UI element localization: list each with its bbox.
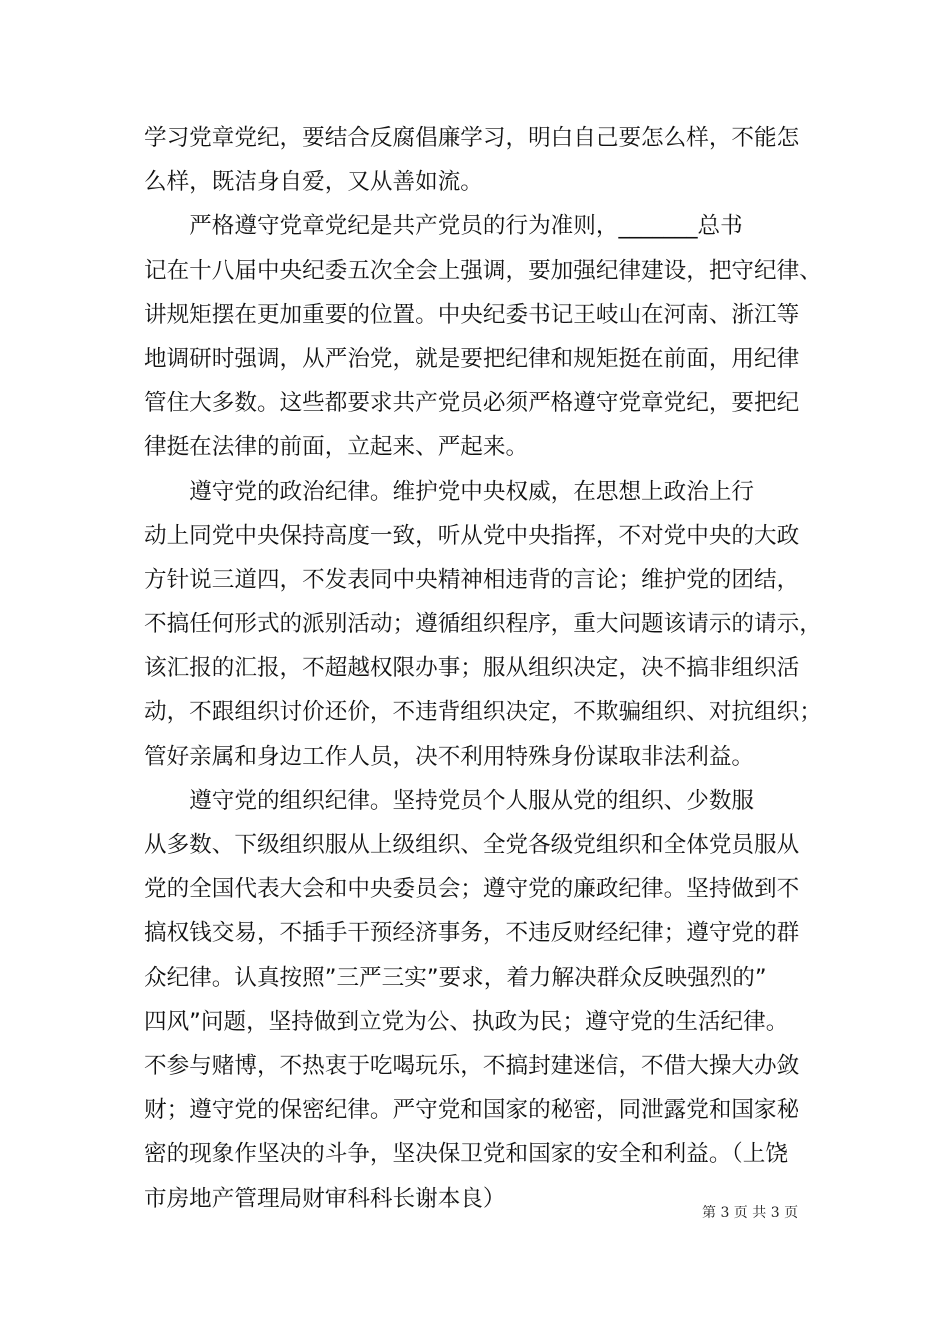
- page-number-footer: 第 3 页 共 3 页: [702, 1205, 799, 1221]
- text-line: 么样，既洁身自爱，又从善如流。: [144, 169, 483, 196]
- text-line: 动上同党中央保持高度一致，听从党中央指挥，不对党中央的大政: [144, 522, 800, 549]
- document-body: [144, 116, 824, 1221]
- text-line: 学习党章党纪，要结合反腐倡廉学习，明白自己要怎么样，不能怎: [144, 125, 800, 151]
- text-line: 从多数、下级组织服从上级组织、全党各级党组织和全体党员服从: [144, 832, 800, 858]
- text-line: 遵守党的政治纪律。维护党中央权威，在思想上政治上行: [144, 478, 755, 505]
- text-line: 律挺在法律的前面，立起来、严起来。: [144, 434, 529, 461]
- text-line: 管住大多数。这些都要求共产党员必须严格遵守党章党纪，要把纪: [144, 390, 800, 417]
- text-line: 讲规矩摆在更加重要的位置。中央纪委书记王岐山在河南、浙江等: [144, 301, 800, 328]
- text-line: 市房地产管理局财审科科长谢本良）: [144, 1185, 506, 1212]
- text-line: 遵守党的组织纪律。坚持党员个人服从党的组织、少数服: [144, 787, 755, 814]
- text-line: 搞权钱交易，不插手干预经济事务，不违反财经纪律；遵守党的群: [144, 920, 800, 947]
- text-line: 方针说三道四，不发表同中央精神相违背的言论；维护党的团结，: [144, 566, 800, 593]
- text-line: 财；遵守党的保密纪律。严守党和国家的秘密，同泄露党和国家秘: [144, 1097, 800, 1124]
- text-line: 党的全国代表大会和中央委员会；遵守党的廉政纪律。坚持做到不: [144, 876, 800, 903]
- text-line: 不参与赌博，不热衷于吃喝玩乐，不搞封建迷信，不借大操大办敛: [144, 1052, 800, 1079]
- text-line: 众纪律。认真按照”三严三实”要求，着力解决群众反映强烈的”: [144, 964, 767, 991]
- text-line: 该汇报的汇报，不超越权限办事；服从组织决定，决不搞非组织活: [144, 655, 800, 682]
- text-line: 记在十八届中央纪委五次全会上强调，要加强纪律建设，把守纪律、: [144, 257, 822, 284]
- text-line: 严格遵守党章党纪是共产党员的行为准则，_______总书: [144, 213, 743, 240]
- text-line: 管好亲属和身边工作人员，决不利用特殊身份谋取非法利益。: [144, 743, 755, 770]
- text-line: 地调研时强调，从严治党，就是要把纪律和规矩挺在前面，用纪律: [144, 345, 800, 372]
- text-line: 四风”问题，坚持做到立党为公、执政为民；遵守党的生活纪律。: [144, 1008, 789, 1035]
- text-line: 动，不跟组织讨价还价，不违背组织决定，不欺骗组织、对抗组织；: [144, 699, 822, 726]
- text-line: 不搞任何形式的派别活动；遵循组织程序，重大问题该请示的请示，: [144, 611, 822, 638]
- text-line: 密的现象作坚决的斗争，坚决保卫党和国家的安全和利益。（上饶: [144, 1141, 788, 1168]
